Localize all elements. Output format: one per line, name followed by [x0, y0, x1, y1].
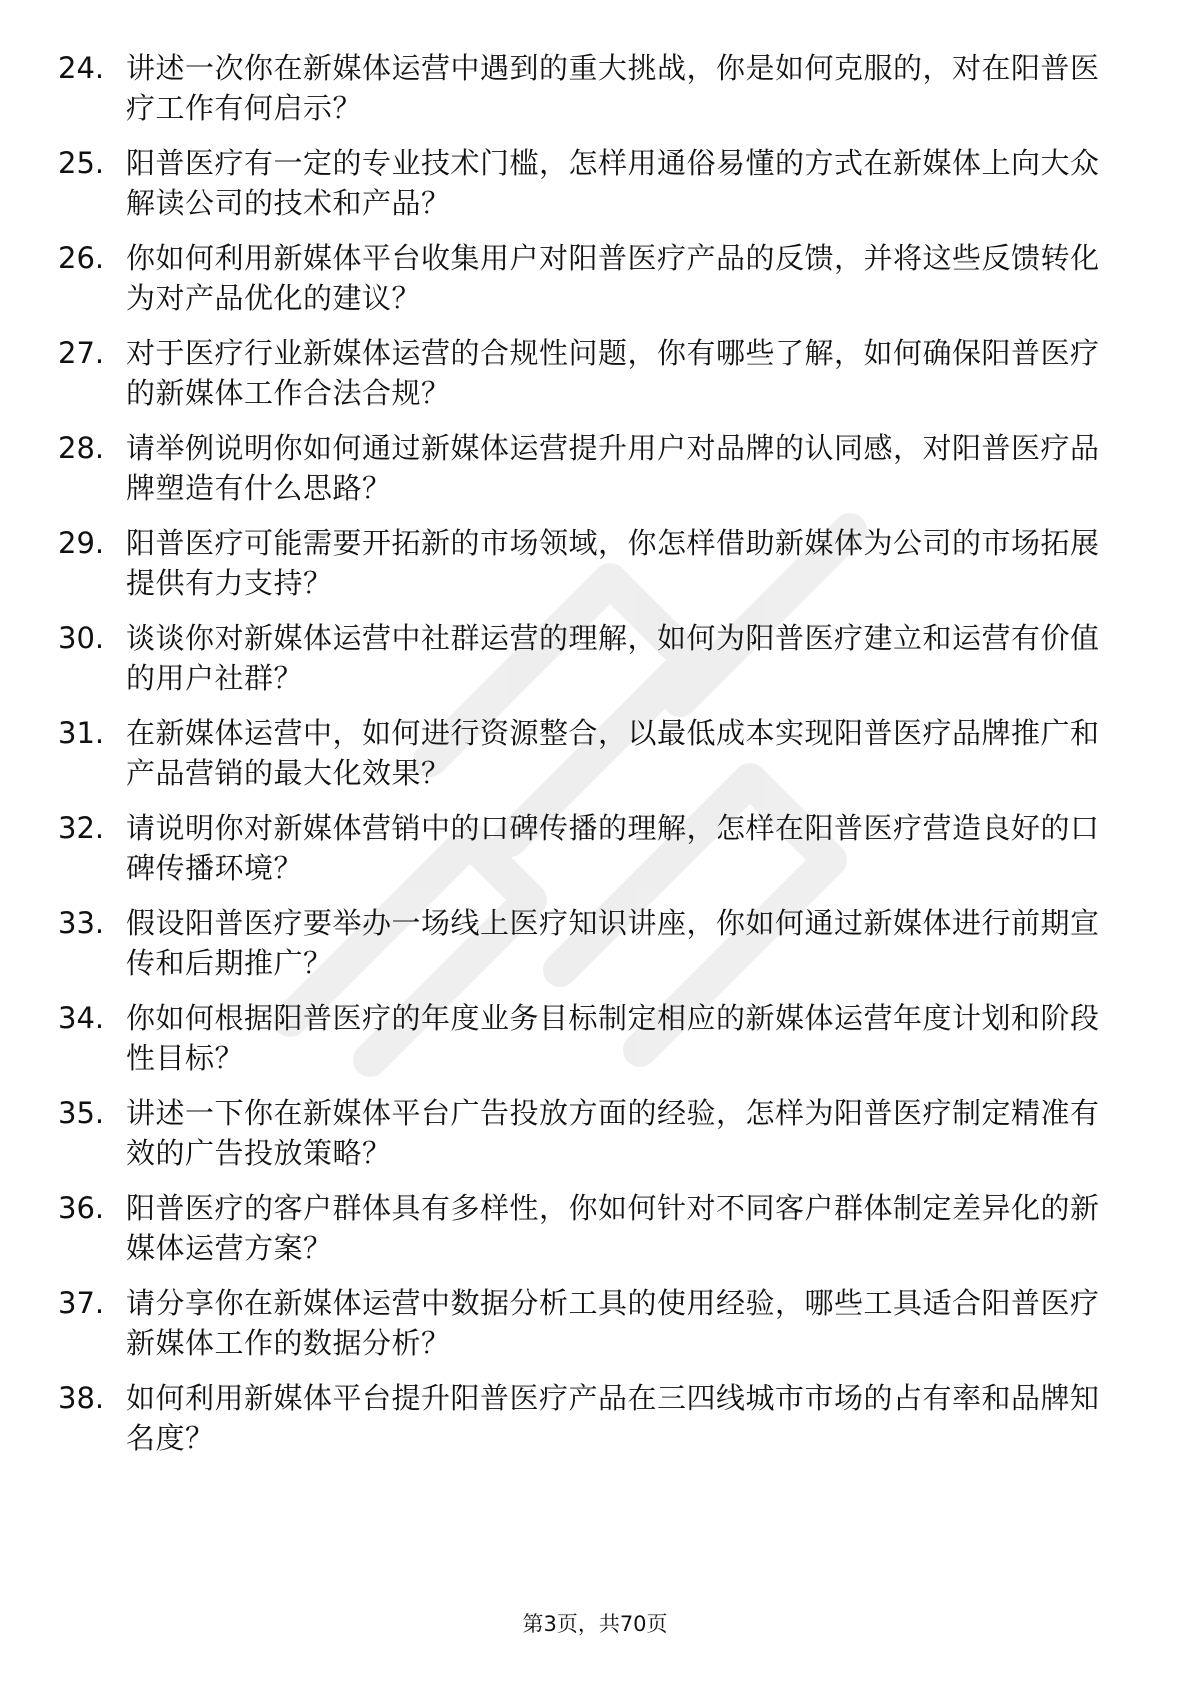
question-item: [58, 713, 1120, 793]
question-item: [58, 998, 1120, 1078]
question-item: [58, 48, 1120, 128]
question-text: 你如何利用新媒体平台收集用户对阳普医疗产品的反馈，并将这些反馈转化为对产品优化的建议？: [126, 241, 1100, 315]
question-text: 请说明你对新媒体营销中的口碑传播的理解，怎样在阳普医疗营造良好的口碑传播环境？: [126, 811, 1100, 885]
question-text: 你如何根据阳普医疗的年度业务目标制定相应的新媒体运营年度计划和阶段性目标？: [126, 1001, 1100, 1075]
question-text: 谈谈你对新媒体运营中社群运营的理解，如何为阳普医疗建立和运营有价值的用户社群？: [126, 621, 1100, 695]
question-item: [58, 1188, 1120, 1268]
question-text: 阳普医疗的客户群体具有多样性，你如何针对不同客户群体制定差异化的新媒体运营方案？: [126, 1191, 1100, 1265]
question-number: 24.: [58, 51, 105, 85]
question-list: [58, 48, 1120, 1473]
question-number: 38.: [58, 1381, 105, 1415]
question-number: 30.: [58, 621, 105, 655]
question-number: 26.: [58, 241, 105, 275]
question-text: 阳普医疗有一定的专业技术门槛，怎样用通俗易懂的方式在新媒体上向大众解读公司的技术和产品？: [126, 146, 1100, 220]
question-text: 假设阳普医疗要举办一场线上医疗知识讲座，你如何通过新媒体进行前期宣传和后期推广？: [126, 906, 1100, 980]
question-number: 25.: [58, 146, 105, 180]
question-item: [58, 1283, 1120, 1363]
question-item: [58, 333, 1120, 413]
question-text: 在新媒体运营中，如何进行资源整合，以最低成本实现阳普医疗品牌推广和产品营销的最大化效果？: [126, 716, 1100, 790]
question-number: 37.: [58, 1286, 105, 1320]
question-item: [58, 1378, 1120, 1458]
question-number: 28.: [58, 431, 105, 465]
question-item: [58, 143, 1120, 223]
page-number-label: 第3页，共70页: [522, 1612, 668, 1636]
question-item: [58, 618, 1120, 698]
question-item: [58, 238, 1120, 318]
question-number: 35.: [58, 1096, 105, 1130]
question-text: 请举例说明你如何通过新媒体运营提升用户对品牌的认同感，对阳普医疗品牌塑造有什么思路？: [126, 431, 1100, 505]
question-number: 31.: [58, 716, 105, 750]
question-item: [58, 903, 1120, 983]
page-footer: [0, 1608, 1190, 1638]
question-item: [58, 808, 1120, 888]
question-number: 34.: [58, 1001, 105, 1035]
question-text: 如何利用新媒体平台提升阳普医疗产品在三四线城市市场的占有率和品牌知名度？: [126, 1381, 1100, 1455]
question-text: 对于医疗行业新媒体运营的合规性问题，你有哪些了解，如何确保阳普医疗的新媒体工作合法合规？: [126, 336, 1100, 410]
question-text: 请分享你在新媒体运营中数据分析工具的使用经验，哪些工具适合阳普医疗新媒体工作的数据分析？: [126, 1286, 1100, 1360]
question-item: [58, 1093, 1120, 1173]
question-item: [58, 523, 1120, 603]
question-number: 33.: [58, 906, 105, 940]
question-number: 36.: [58, 1191, 105, 1225]
question-number: 27.: [58, 336, 105, 370]
question-number: 29.: [58, 526, 105, 560]
question-text: 讲述一下你在新媒体平台广告投放方面的经验，怎样为阳普医疗制定精准有效的广告投放策略？: [126, 1096, 1100, 1170]
question-item: [58, 428, 1120, 508]
question-text: 阳普医疗可能需要开拓新的市场领域，你怎样借助新媒体为公司的市场拓展提供有力支持？: [126, 526, 1100, 600]
question-number: 32.: [58, 811, 105, 845]
question-text: 讲述一次你在新媒体运营中遇到的重大挑战，你是如何克服的，对在阳普医疗工作有何启示？: [126, 51, 1100, 125]
